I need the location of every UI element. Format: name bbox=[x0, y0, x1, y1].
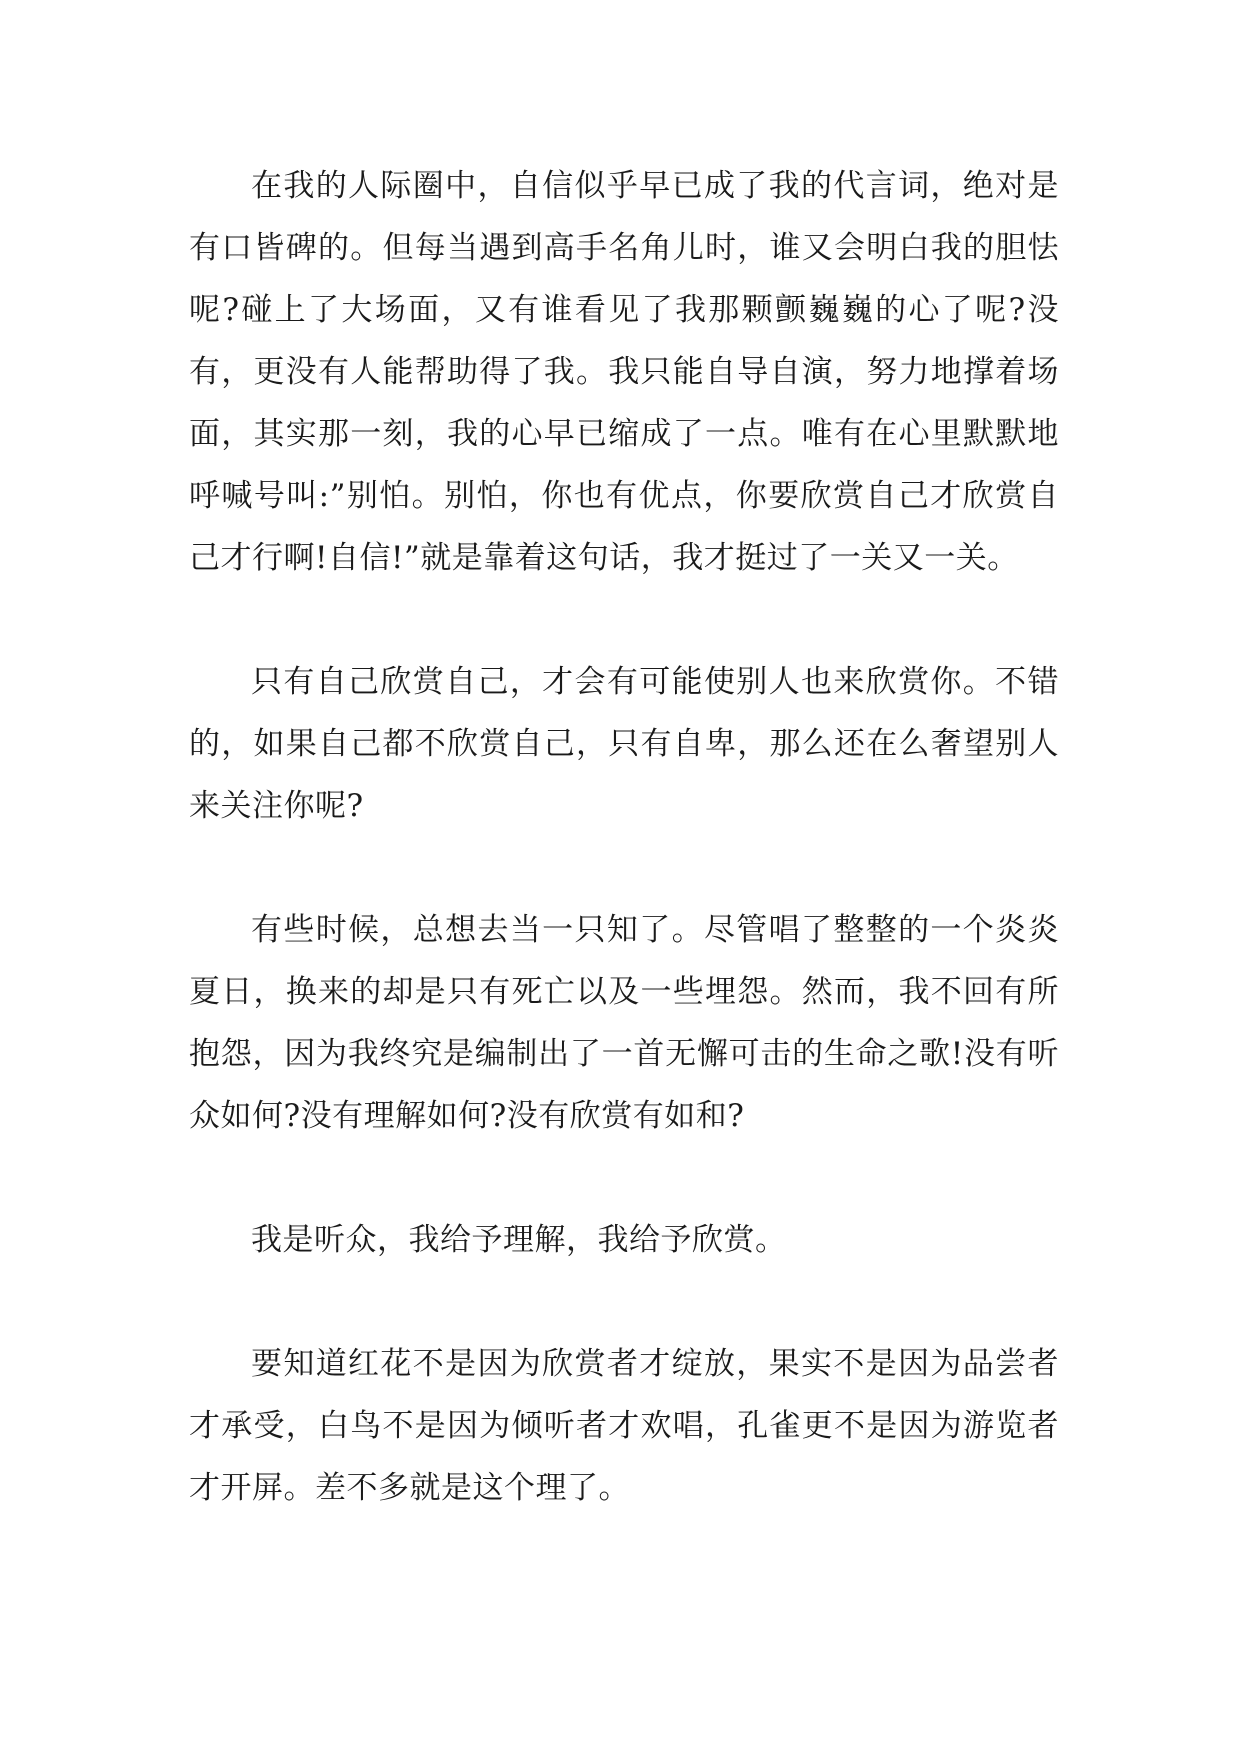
paragraph-4: 我是听众，我给予理解，我给予欣赏。 bbox=[251, 1222, 787, 1258]
paragraph-3: 有些时候，总想去当一只知了。尽管唱了整整的一个炎炎夏日，换来的却是只有死亡以及一些埋怨。然而，我不回有所抱怨，因为我终究是编制出了一首无懈可击的生命之歌!没有听众如何?没有理解如何?没有欣赏有如和? bbox=[189, 912, 1059, 1134]
paragraph-5: 要知道红花不是因为欣赏者才绽放，果实不是因为品尝者才承受，白鸟不是因为倾听者才欢唱，孔雀更不是因为游览者才开屏。差不多就是这个理了。 bbox=[189, 1346, 1059, 1506]
paragraph-1: 在我的人际圈中，自信似乎早已成了我的代言词，绝对是有口皆碑的。但每当遇到高手名角儿时，谁又会明白我的胆怯呢?碰上了大场面，又有谁看见了我那颗颤巍巍的心了呢?没有，更没有人能帮助得了我。我只能自导自演，努力地撑着场面，其实那一刻，我的心早已缩成了一点。唯有在心里默默地呼喊号叫:”别怕。别怕，你也有优点，你要欣赏自己才欣赏自己才行啊!自信!”就是靠着这句话，我才挺过了一关又一关。 bbox=[189, 168, 1059, 576]
document-body bbox=[189, 155, 1059, 1519]
paragraph-2: 只有自己欣赏自己，才会有可能使别人也来欣赏你。不错的，如果自己都不欣赏自己，只有自卑，那么还在么奢望别人来关注你呢? bbox=[189, 664, 1059, 824]
